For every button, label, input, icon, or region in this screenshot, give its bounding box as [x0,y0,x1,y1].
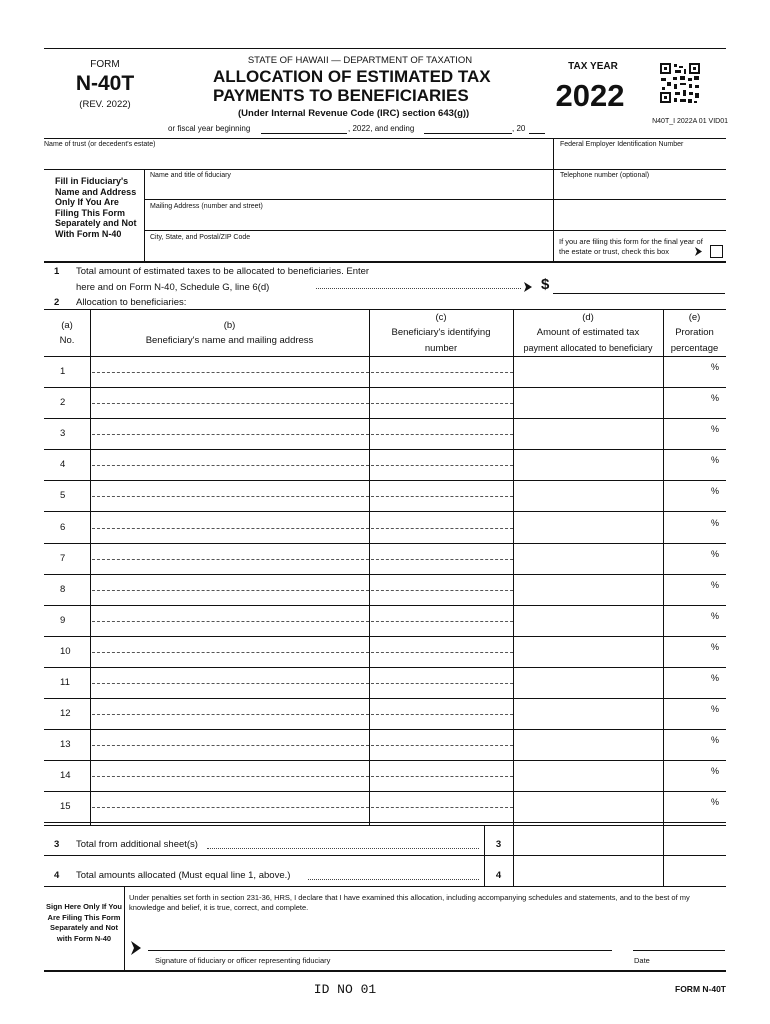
line4-text: Total amounts allocated (Must equal line 1, above.) [76,870,291,881]
percent-sign: % [710,548,719,559]
allocated-amount-input[interactable] [515,514,661,540]
col-e-title: Proration [675,327,714,338]
col-e-letter: (e) [688,312,701,323]
beneficiary-id-input[interactable] [371,683,513,684]
allocated-amount-input[interactable] [515,576,661,602]
col-d-title: Amount of estimated tax [536,327,640,338]
divider [124,886,125,970]
trust-name-input[interactable] [44,150,549,168]
allocated-amount-input[interactable] [515,669,661,695]
col-c-letter: (c) [435,312,447,323]
tax-year-label: TAX YEAR [568,61,618,72]
fiscal-begin-input[interactable] [261,133,347,134]
row-number: 8 [60,583,66,595]
mailing-address-label: Mailing Address (number and street) [150,203,263,210]
row-number: 14 [60,770,71,782]
rule [44,970,726,972]
col-a-title: No. [59,335,75,346]
declaration-text: Under penalties set forth in section 231-36, HRS, I declare that I have examined this allocation, including accompanying schedules and statements, and to the best of my knowledge and belief, it is true, correct, and complete. [129,893,690,912]
arrow-right-icon [130,941,142,955]
divider [144,169,145,261]
arrow-right-icon [694,247,703,256]
table-row [44,791,726,822]
line3-amount-input[interactable] [515,827,661,853]
beneficiary-name-input[interactable] [92,372,369,373]
percent-sign: % [710,797,719,808]
beneficiary-id-input[interactable] [371,372,513,373]
allocated-amount-input[interactable] [515,793,661,819]
beneficiary-name-input[interactable] [92,683,369,684]
signature-label: Signature of fiduciary or officer representing fiduciary [155,956,331,965]
row-number: 6 [60,521,66,533]
percent-sign: % [710,424,719,435]
leader-dots [316,288,521,289]
percent-sign: % [710,704,719,715]
agency: STATE OF HAWAII — DEPARTMENT OF TAXATION [247,55,473,66]
signature-input[interactable] [148,950,612,951]
table-top-rule [44,309,726,310]
allocated-amount-input[interactable] [515,638,661,664]
beneficiary-id-input[interactable] [371,465,513,466]
percent-sign: % [710,362,719,372]
dollar-sign: $ [541,276,550,293]
percent-sign: % [710,610,719,621]
beneficiary-id-input[interactable] [371,652,513,653]
form-code: N40T_I 2022A 01 VID01 [652,118,728,125]
beneficiary-name-input[interactable] [92,465,369,466]
beneficiary-id-input[interactable] [371,807,513,808]
row-number: 3 [60,428,66,440]
qr-code-icon [660,63,700,107]
beneficiary-id-input[interactable] [371,776,513,777]
beneficiary-name-input[interactable] [92,621,369,622]
line4-percent-input[interactable] [665,857,724,884]
table-row [44,418,726,449]
allocated-amount-input[interactable] [515,545,661,571]
allocated-amount-input[interactable] [515,358,661,384]
beneficiary-name-input[interactable] [92,528,369,529]
rule [144,230,726,231]
rule [44,138,726,139]
revision: (REV. 2022) [79,99,131,110]
table-row [44,667,726,698]
fiscal-end-input[interactable] [424,133,512,134]
row-number: 1 [60,366,66,377]
col-b-letter: (b) [223,320,236,331]
rule [44,261,726,263]
beneficiary-id-input[interactable] [371,590,513,591]
beneficiary-id-input[interactable] [371,621,513,622]
rule [44,825,726,826]
rule [44,886,726,887]
row-number: 13 [60,739,71,751]
title-line-1: ALLOCATION OF ESTIMATED TAX [213,67,491,86]
allocated-amount-input[interactable] [515,762,661,788]
allocated-amount-input[interactable] [515,731,661,757]
percent-sign: % [710,486,719,497]
table-row [44,512,726,543]
top-rule [44,48,726,49]
row-rule [44,822,726,823]
final-year-note: If you are filing this form for the final year of the estate or trust, check this box [559,237,703,256]
table-row [44,449,726,480]
line3-box-label: 3 [495,839,502,850]
id-number: ID NO 01 [313,982,377,997]
fein-label: Federal Employer Identification Number [560,141,684,148]
col-b-title: Beneficiary's name and mailing address [145,335,314,346]
fiscal-year-ending-label: , 2022, and ending [348,124,415,133]
table-row [44,729,726,760]
line3-text: Total from additional sheet(s) [76,839,198,850]
table-row [44,480,726,511]
row-number: 11 [60,677,70,688]
beneficiary-id-input[interactable] [371,496,513,497]
line4-number: 4 [54,870,60,881]
rule [144,199,726,200]
percent-sign: % [710,735,719,746]
fein-input[interactable] [556,150,724,168]
col-c-title-2: number [424,343,458,354]
percent-sign: % [710,455,719,466]
table-row [44,387,726,418]
allocated-amount-input[interactable] [515,389,661,415]
rule [44,169,726,170]
rule [44,855,726,856]
line2-text: Allocation to beneficiaries: [76,297,187,308]
form-label: FORM [90,59,120,70]
mailing-address-input[interactable] [148,212,550,228]
date-label: Date [634,956,650,965]
allocated-amount-input[interactable] [515,607,661,633]
allocated-amount-input[interactable] [515,451,661,477]
allocated-amount-input[interactable] [515,482,661,508]
row-number: 7 [60,552,66,564]
beneficiary-name-input[interactable] [92,652,369,653]
percent-sign: % [710,517,719,528]
title-line-2: PAYMENTS TO BENEFICIARIES [213,86,469,105]
beneficiary-name-input[interactable] [92,590,369,591]
col-d-letter: (d) [582,312,594,323]
beneficiary-id-input[interactable] [371,714,513,715]
percent-sign: % [710,579,719,590]
line1-text: Total amount of estimated taxes to be allocated to beneficiaries. Enter [76,266,370,277]
percent-sign: % [710,641,719,652]
beneficiary-id-input[interactable] [371,745,513,746]
fiscal-year-suffix: , 20 [512,124,526,133]
percent-sign: % [710,766,719,777]
col-a-letter: (a) [61,320,73,331]
table-row [44,605,726,636]
table-row [44,636,726,667]
row-number: 15 [60,801,71,813]
sign-here-note: Sign Here Only If You Are Filing This Form Separately and Not with Form N-40 [46,902,122,943]
table-row [44,356,726,387]
allocated-amount-input[interactable] [515,700,661,726]
fiscal-year-suffix-input[interactable] [529,133,545,134]
fiduciary-name-input[interactable] [148,181,550,197]
col-d-title-2: payment allocated to beneficiary [523,343,653,353]
col-e-title-2: percentage [670,343,719,354]
beneficiary-id-input[interactable] [371,559,513,560]
line1-number: 1 [54,266,60,277]
beneficiary-name-input[interactable] [92,807,369,808]
date-input[interactable] [633,950,725,951]
beneficiary-name-input[interactable] [92,776,369,777]
telephone-label: Telephone number (optional) [560,172,650,179]
table-row [44,760,726,791]
percent-sign: % [710,393,719,404]
line3-number: 3 [54,839,60,850]
beneficiary-id-input[interactable] [371,434,513,435]
allocated-amount-input[interactable] [515,420,661,446]
beneficiary-name-input[interactable] [92,714,369,715]
subtitle: (Under Internal Revenue Code (IRC) section 643(g)) [238,108,470,119]
beneficiary-id-input[interactable] [371,528,513,529]
row-number: 9 [60,614,66,626]
leader-dots [308,879,479,880]
final-year-checkbox[interactable] [710,245,723,258]
city-state-zip-label: City, State, and Postal/ZIP Code [150,234,251,241]
row-number: 4 [60,459,66,471]
beneficiary-name-input[interactable] [92,434,369,435]
telephone-input[interactable] [556,181,724,197]
fiscal-year-label: or fiscal year beginning [168,124,251,133]
tax-year: 2022 [555,78,625,113]
beneficiary-name-input[interactable] [92,403,369,404]
line4-amount-input[interactable] [515,857,661,884]
table-row [44,543,726,574]
row-number: 2 [60,397,66,409]
line1-amount-input[interactable] [553,293,725,294]
row-number: 10 [60,645,71,657]
form-number: N-40T [75,72,135,95]
beneficiary-name-input[interactable] [92,559,369,560]
line3-percent-input[interactable] [665,827,724,853]
row-number: 5 [60,490,66,502]
form-name-footer: FORM N-40T [675,984,726,994]
beneficiary-id-input[interactable] [371,403,513,404]
trust-name-label: Name of trust (or decedent's estate) [44,141,156,148]
fiduciary-name-label: Name and title of fiduciary [150,172,231,179]
line1-text-cont: here and on Form N-40, Schedule G, line 6(d) [76,282,270,293]
line2-number: 2 [54,297,60,308]
fill-in-note: Fill in Fiduciary's Name and Address Only If You Are Filing This Form Separately and Not With Form N-40 [55,176,137,239]
leader-dots [207,848,479,849]
beneficiary-name-input[interactable] [92,496,369,497]
city-state-zip-input[interactable] [148,243,550,259]
beneficiary-name-input[interactable] [92,745,369,746]
table-row [44,698,726,729]
col-c-title: Beneficiary's identifying [391,327,491,338]
arrow-right-icon [523,282,533,292]
line4-box-label: 4 [495,870,502,881]
table-row [44,574,726,605]
row-number: 12 [60,708,71,720]
percent-sign: % [710,673,719,683]
